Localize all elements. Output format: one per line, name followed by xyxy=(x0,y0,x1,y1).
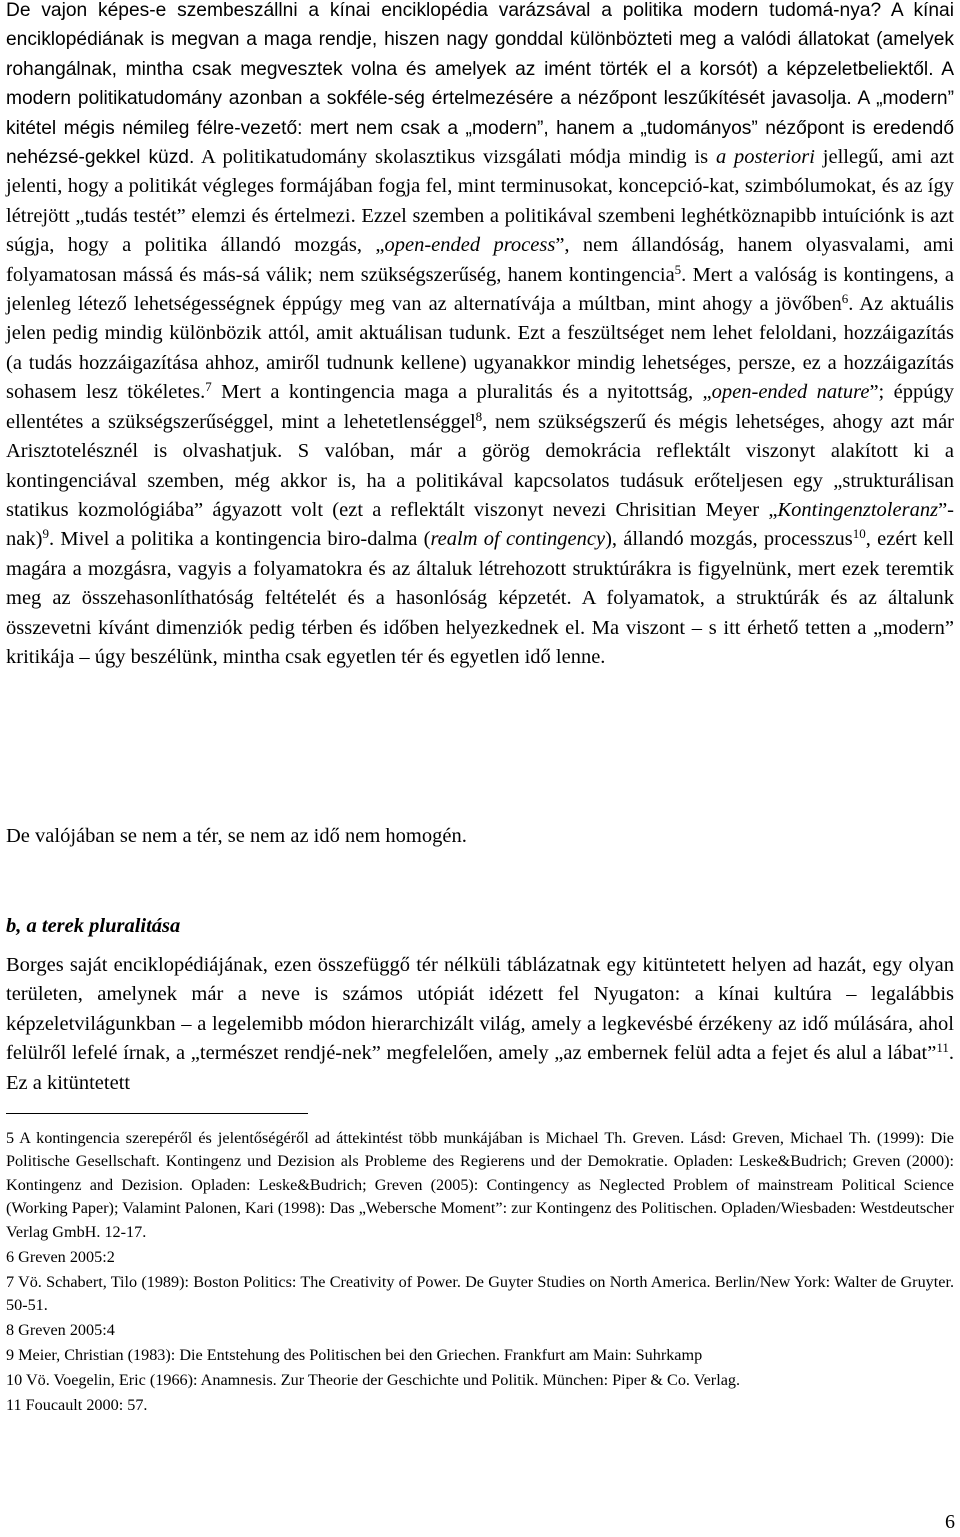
italic-term: a posteriori xyxy=(715,146,815,169)
body-text: , nem szükségszerű és mégis lehetséges, ahogy azt már Arisztotelésznél is olvashatjuk. S valóban, már a görög demokrácia reflektált viszonyt alakított ki a kontingenciával szemben, még akkor is, ha a politikával kapcsolatos tudásuk erőteljesen egy „strukturálisan statikus kozmológiába” ágyazott volt (ezt a reflektált viszonyt nevezi Chrisitian Meyer „ xyxy=(6,410,954,521)
footnote-ref-10[interactable]: 10 xyxy=(852,526,866,542)
body-text: . Mivel a politika a kontingencia biro-dalma ( xyxy=(48,528,431,551)
footnote-11: 11 Foucault 2000: 57. xyxy=(6,1396,148,1415)
footnote-7: 7 Vö. Schabert, Tilo (1989): Boston Politics: The Creativity of Power. De Guyter Studies on North America. Berlin/New York: Walter de Gruyter. 50-51. xyxy=(6,1272,954,1315)
body-text: . Ez a kitüntetett xyxy=(6,1042,954,1094)
body-text-sans: De vajon képes-e szembeszállni a kínai enciklopédia varázsával a politika modern tudomá-nya? A kínai enciklopédiának is megvan a maga rendje, hiszen nagy gonddal különbözteti meg a valódi állatokat (amelyek rohangálnak, mintha csak megvesztek volna és amelyek az imént törték el a korsót) a képzeletbeliektől. A modern politikatudomány azonban a sokféle-ség értelmezésére a nézőpont leszűkítését javasolja. A „modern” kitétel mégis némileg félre-vezető: mert nem csak a „modern”, hanem a „tudományos” nézőpont is eredendő nehézsé-gekkel küzd. xyxy=(6,0,954,169)
footnote-6: 6 Greven 2005:2 xyxy=(6,1247,115,1266)
footnote-ref-7[interactable]: 7 xyxy=(205,379,212,395)
footnote-10: 10 Vö. Voegelin, Eric (1966): Anamnesis. Zur Theorie der Geschichte und Politik. München: Piper & Co. Verlag. xyxy=(6,1371,741,1390)
body-text: ”-nak) xyxy=(6,498,954,551)
body-text: ), állandó mozgás, processzus xyxy=(605,528,853,551)
footnotes xyxy=(6,1127,954,1419)
footnote-ref-6[interactable]: 6 xyxy=(841,291,849,307)
footnote-ref-8[interactable]: 8 xyxy=(475,408,483,424)
footnote-ref-5[interactable]: 5 xyxy=(674,261,682,277)
italic-term: Kontingenztoleranz xyxy=(777,498,939,521)
body-paragraph-3 xyxy=(6,951,954,1098)
body-text: Mert a kontingencia maga a pluralitás és a nyitottság, „ xyxy=(211,381,712,404)
body-text: jellegű, ami azt jelenti, hogy a politikát végleges formájában fogja fel, mint terminusokat, koncepció-kat, szimbólumokat, és az így létrejött „tudás testét” elemzi és értelmezi. Ezzel szemben a politikával szembeni leghétköznapibb intuíciónk is azt súgja, hogy a politika állandó mozgás, „ xyxy=(6,146,954,257)
body-paragraph-1 xyxy=(6,0,954,672)
footnote-separator xyxy=(6,1113,308,1114)
body-paragraph-2: De valójában se nem a tér, se nem az idő nem homogén. xyxy=(6,825,467,847)
italic-term: open-ended process xyxy=(384,234,556,257)
section-heading: b, a terek pluralitása xyxy=(6,915,181,937)
body-text: ”; éppúgy ellentétes a szükségszerűséggel, mint a lehetetlenséggel xyxy=(6,381,954,433)
page-number: 6 xyxy=(945,1511,955,1533)
body-text: . Mert a valóság is kontingens, a jelenleg létező lehetségességnek éppúgy meg van az alternatívája a múltban, mint ahogy a jövőben xyxy=(6,263,954,316)
footnote-9: 9 Meier, Christian (1983): Die Entstehung des Politischen bei den Griechen. Frankfurt am Main: Suhrkamp xyxy=(6,1346,703,1365)
footnote-5: 5 A kontingencia szerepéről és jelentőségéről ad áttekintést több munkájában is Michael Th. Greven. Lásd: Greven, Michael Th. (1999): Die Politische Gesellschaft. Kontingenz und Dezision als Probleme des Regierens und der Demokratie. Opladen: Leske&Budrich; Greven (2000): Kontingenz and Dezision. Opladen: Leske&Budrich; Greven (2005): Contingency as Neglected Problem of mainstream Political Science (Working Paper); Valamint Palonen, Kari (1998): Das „Webersche Moment”: zur Kontingenz des Politischen. Opladen/Wiesbaden: Westdeutscher Verlag GmbH. 12-17. xyxy=(6,1129,954,1241)
italic-term: open-ended nature xyxy=(711,381,870,404)
body-text: ”, nem állandóság, hanem olyasvalami, ami folyamatosan mássá és más-sá válik; nem szükségszerűség, hanem kontingencia xyxy=(6,234,954,286)
footnote-8: 8 Greven 2005:4 xyxy=(6,1321,115,1340)
body-text: Borges saját enciklopédiájának, ezen összefüggő tér nélküli táblázatnak egy kitüntetett helyen ad hazát, egy olyan területen, amelynek már a neve is számos utópiát idézett fel Nyugaton: a kínai kultúra – legalábbis képzeletvilágunkban – a legelemibb módon hierarchizált világ, amely a legkevésbé érzékeny az idő múlására, ahol felülről lefelé írnak, a „természet rendjé-nek” megfelelően, amely „az embernek felül adta a fejet és alul a lábat” xyxy=(6,954,954,1065)
italic-term: realm of contingency xyxy=(430,528,606,551)
body-text: . Az aktuális jelen pedig mindig különbözik attól, amit aktuálisan tudunk. Ezt a feszültséget nem lehet feloldani, hozzáigazítás (a tudás hozzáigazítása ahhoz, amiről tudnunk kellene) ugyanakkor mindig lehetséges, persze, ez a hozzáigazítás sohasem lesz tökéletes. xyxy=(6,293,954,404)
footnote-ref-11[interactable]: 11 xyxy=(936,1040,949,1056)
footnote-ref-9[interactable]: 9 xyxy=(42,526,49,542)
body-text: , ezért kell magára a mozgásra, vagyis a folyamatokra és az általuk létrehozott struktúrákra is figyelnünk, mert ezek teremtik meg az összehasonlíthatóság feltételét és a hasonlóság képzetét. A folyamatok, a struktúrák és az általunk összevetni kívánt dimenziók pedig térben és időben helyezkednek el. Ma viszont – s itt érhető tetten a „modern” kritikája – úgy beszélünk, mintha csak egyetlen tér és egyetlen idő lenne. xyxy=(6,528,954,668)
body-text: A politikatudomány skolasztikus vizsgálati módja mindig is xyxy=(194,146,716,169)
